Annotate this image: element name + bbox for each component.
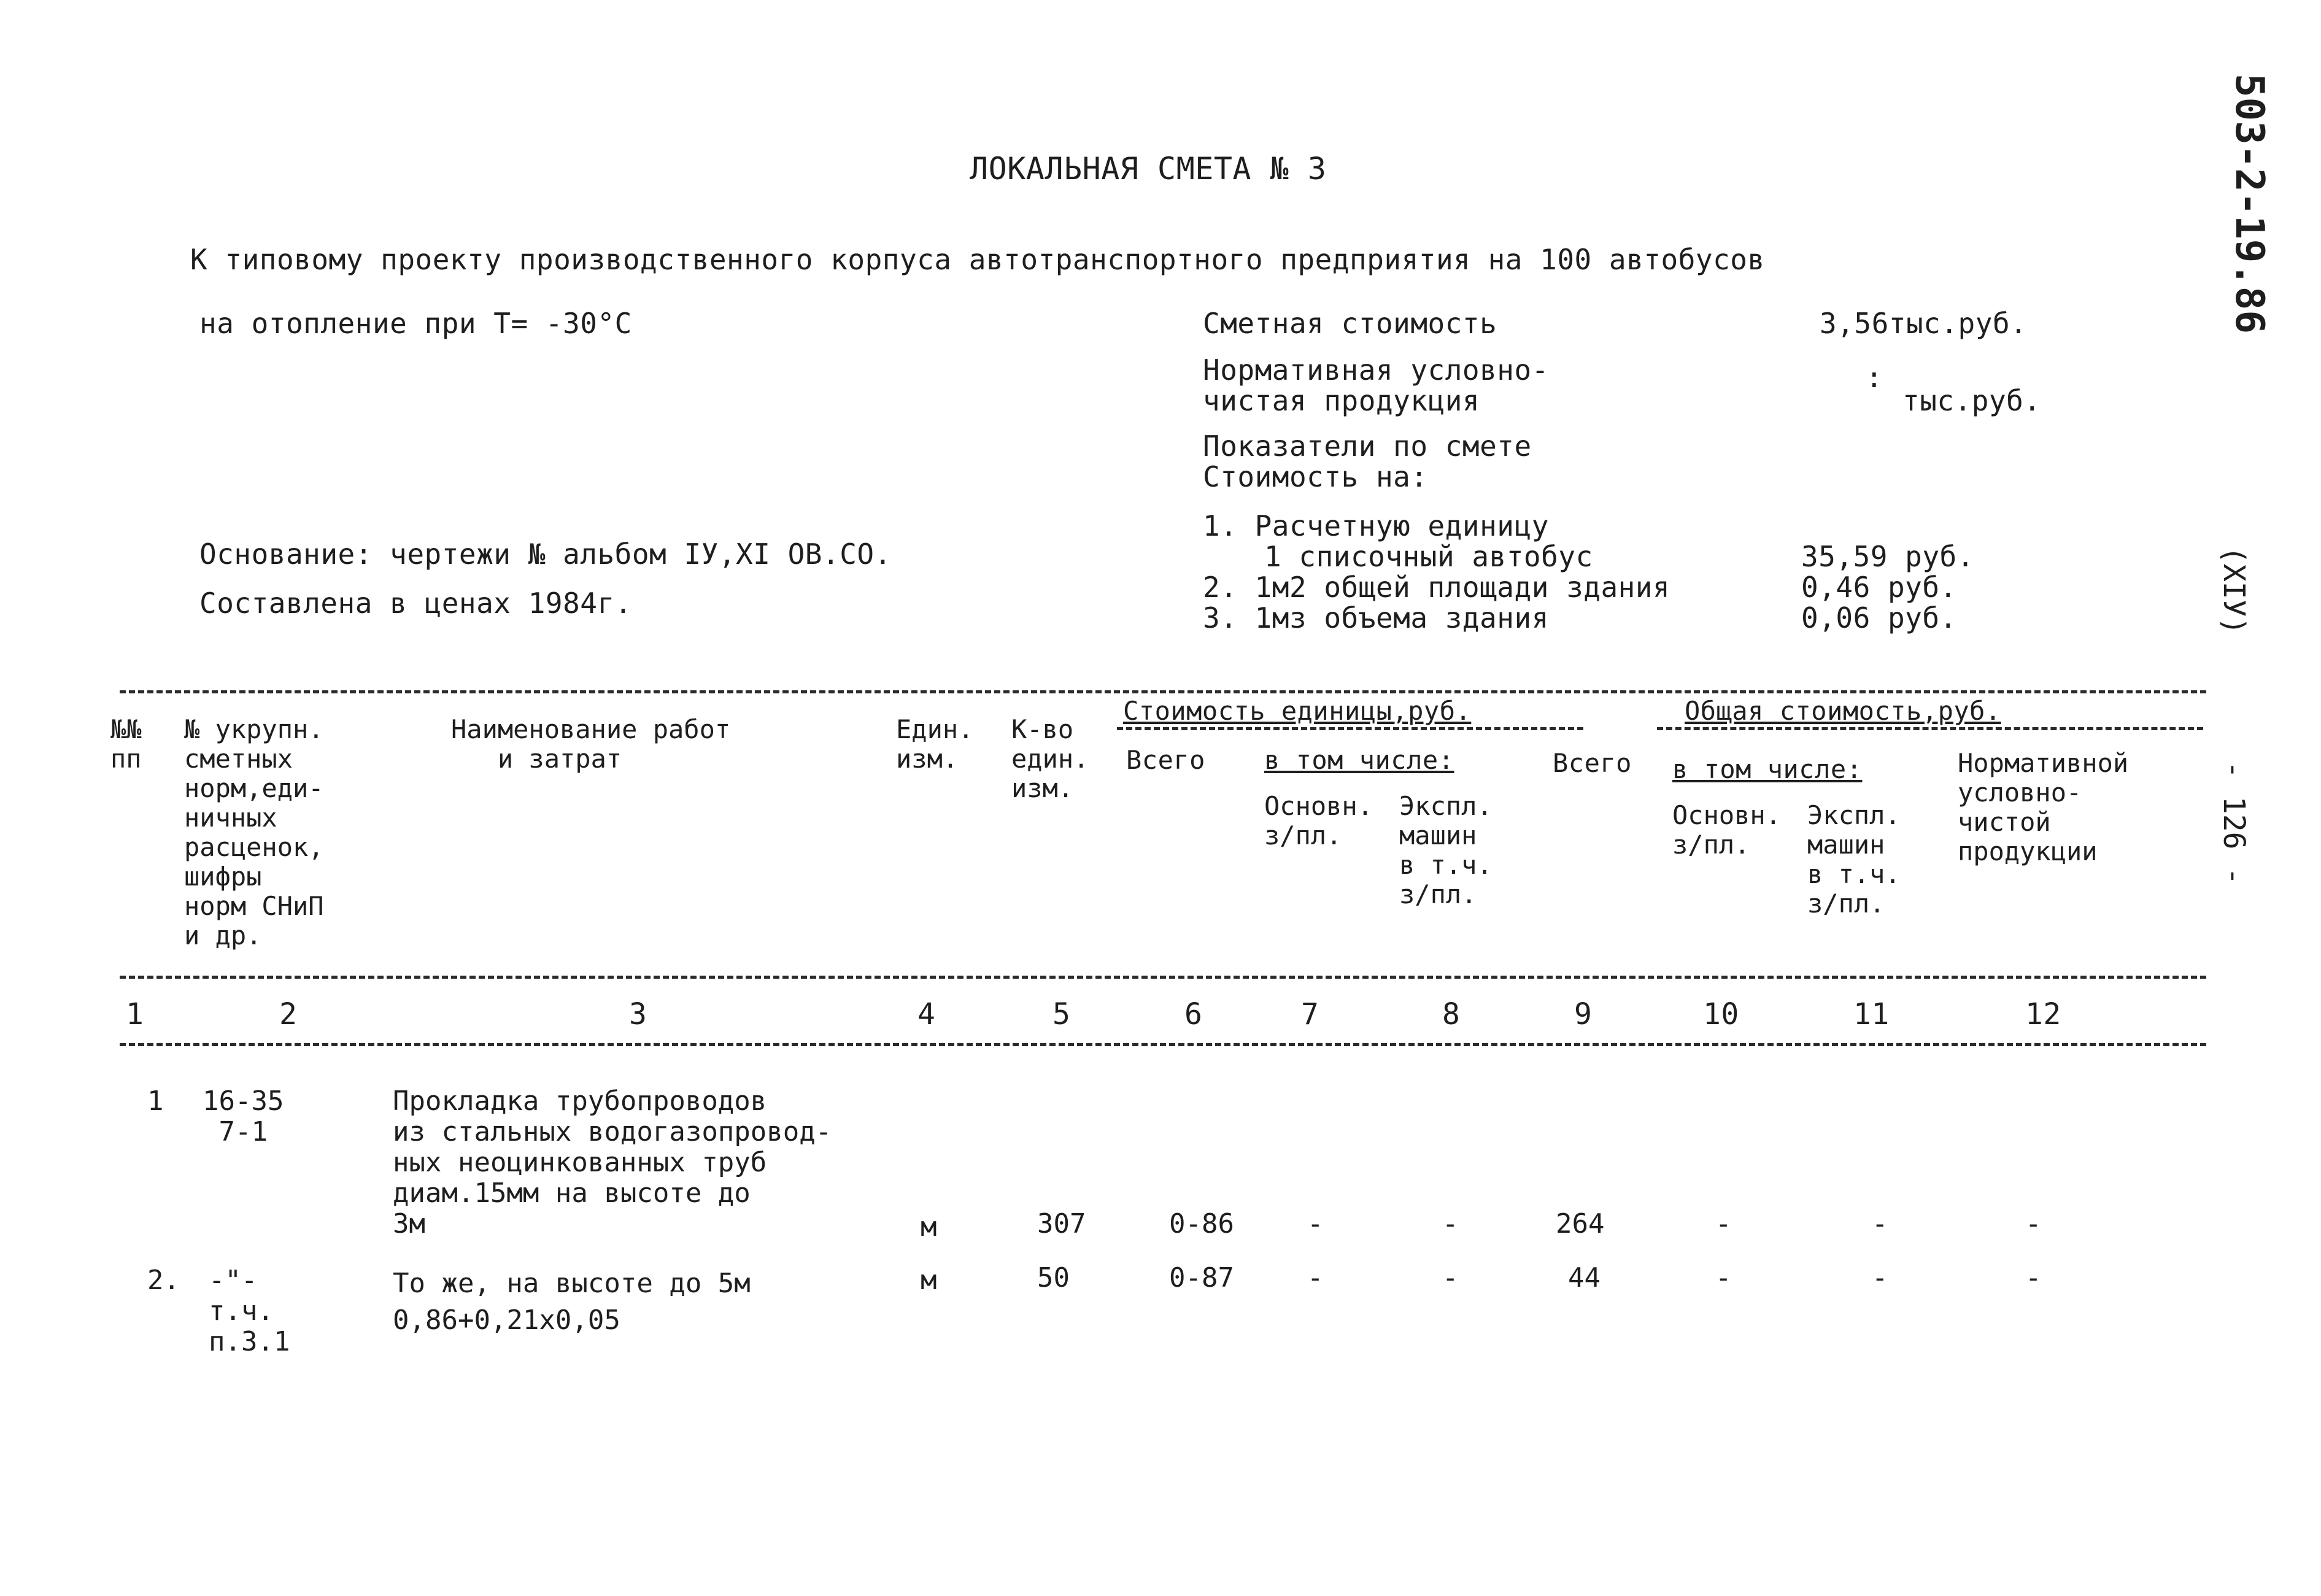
row-2-unit: м	[921, 1265, 937, 1296]
row-1-total-machines: -	[1872, 1208, 1888, 1239]
indicator-3-label: 3. 1мз объема здания	[1203, 601, 1549, 634]
row-2-quantity: 50	[1037, 1262, 1070, 1293]
norm-value: тыс.руб.	[1902, 384, 2041, 417]
row-1-unit-wage: -	[1307, 1208, 1324, 1239]
row-2-unit-machines: -	[1442, 1262, 1459, 1293]
header-unit-wage: Основн. з/пл.	[1264, 791, 1373, 850]
column-number-4: 4	[917, 997, 936, 1031]
indicator-3-value: 0,06 руб.	[1801, 601, 1957, 634]
header-unit-including: в том числе:	[1264, 745, 1454, 775]
header-total-cost-group: Общая стоимость,руб.	[1685, 696, 2001, 726]
column-number-6: 6	[1184, 997, 1203, 1031]
row-2-name: То же, на высоте до 5м 0,86+0,21х0,05	[393, 1268, 751, 1336]
header-total-machines: Экспл. машин в т.ч. з/пл.	[1807, 800, 1901, 919]
row-1-name: Прокладка трубопроводов из стальных водогазопровод- ных неоцинкованных труб диам.15мм на высоте до 3м	[393, 1085, 832, 1239]
header-row-number: №№ пп	[110, 714, 142, 774]
header-normative-product: Нормативной условно- чистой продукции	[1958, 748, 2129, 866]
norm-label-1: Нормативная условно-	[1203, 353, 1549, 387]
column-number-9: 9	[1574, 997, 1593, 1031]
row-1-quantity: 307	[1037, 1208, 1086, 1239]
column-number-7: 7	[1301, 997, 1319, 1031]
header-total: Всего	[1553, 748, 1632, 778]
row-2-normative-product: -	[2025, 1262, 2042, 1293]
header-total-wage: Основн. з/пл.	[1672, 800, 1782, 860]
column-number-10: 10	[1703, 997, 1739, 1031]
indicator-2-value: 0,46 руб.	[1801, 571, 1957, 604]
cost-label: Сметная стоимость	[1203, 307, 1497, 340]
row-1-unit-total: 0-86	[1169, 1208, 1234, 1239]
project-line: К типовому проекту производственного корпуса автотранспортного предприятия на 100 автобусов	[190, 243, 1765, 276]
column-number-8: 8	[1442, 997, 1461, 1031]
margin-album-code: (XIУ)	[2217, 546, 2251, 635]
row-1-unit-machines: -	[1442, 1208, 1459, 1239]
row-2-unit-wage: -	[1307, 1262, 1324, 1293]
row-1-total: 264	[1556, 1208, 1605, 1239]
header-unit-cost-group: Стоимость единицы,руб.	[1123, 696, 1472, 726]
column-number-1: 1	[126, 997, 144, 1031]
column-number-3: 3	[629, 997, 647, 1031]
header-unit: Един. изм.	[896, 714, 974, 774]
row-1-normative-product: -	[2025, 1208, 2042, 1239]
margin-document-code: 503-2-19.86	[2226, 74, 2272, 334]
row-1-number: 1	[147, 1085, 164, 1117]
column-numbers-rule	[120, 1043, 2206, 1046]
subject-line: на отопление при Т= -30°С	[199, 307, 632, 340]
document-title: ЛОКАЛЬНАЯ СМЕТА № 3	[970, 151, 1327, 187]
row-1-code: 16-35 7-1	[203, 1085, 284, 1147]
indicator-1-label: 1. Расчетную единицу	[1203, 509, 1549, 542]
header-unit-machines: Экспл. машин в т.ч. з/пл.	[1399, 791, 1493, 909]
page-number: - 126 -	[2217, 761, 2251, 885]
row-2-total-wage: -	[1715, 1262, 1732, 1293]
basis-line: Основание: чертежи № альбом IУ,XI ОВ.СО.	[199, 538, 892, 571]
indicator-1-sublabel: 1 списочный автобус	[1264, 540, 1593, 573]
norm-colon: :	[1866, 361, 1883, 394]
indicators-label-2: Стоимость на:	[1203, 460, 1428, 493]
column-number-11: 11	[1853, 997, 1890, 1031]
header-total-including: в том числе:	[1672, 754, 1863, 784]
indicators-label-1: Показатели по смете	[1203, 430, 1532, 463]
table-top-rule	[120, 690, 2206, 693]
header-quantity: К-во един. изм.	[1011, 714, 1089, 803]
row-1-total-wage: -	[1715, 1208, 1732, 1239]
unit-cost-group-rule	[1117, 727, 1583, 730]
header-unit-total: Всего	[1126, 745, 1205, 775]
norm-label-2: чистая продукция	[1203, 384, 1480, 417]
total-cost-group-rule	[1657, 727, 2203, 730]
header-bottom-rule	[120, 976, 2206, 979]
cost-value: 3,56тыс.руб.	[1820, 307, 2028, 340]
column-number-12: 12	[2025, 997, 2061, 1031]
header-work-name: Наименование работ и затрат	[451, 714, 731, 774]
row-2-total: 44	[1568, 1262, 1601, 1293]
row-2-unit-total: 0-87	[1169, 1262, 1234, 1293]
indicator-2-label: 2. 1м2 общей площади здания	[1203, 571, 1670, 604]
row-2-total-machines: -	[1872, 1262, 1888, 1293]
prices-line: Составлена в ценах 1984г.	[199, 587, 632, 620]
header-norm-code: № укрупн. сметных норм,еди- ничных расценок, шифры норм СНиП и др.	[184, 714, 324, 950]
column-number-2: 2	[279, 997, 298, 1031]
column-number-5: 5	[1052, 997, 1071, 1031]
row-2-code: -"- т.ч. п.3.1	[209, 1265, 290, 1357]
indicator-1-value: 35,59 руб.	[1801, 540, 1974, 573]
row-1-unit: м	[921, 1211, 937, 1243]
row-2-number: 2.	[147, 1265, 180, 1296]
